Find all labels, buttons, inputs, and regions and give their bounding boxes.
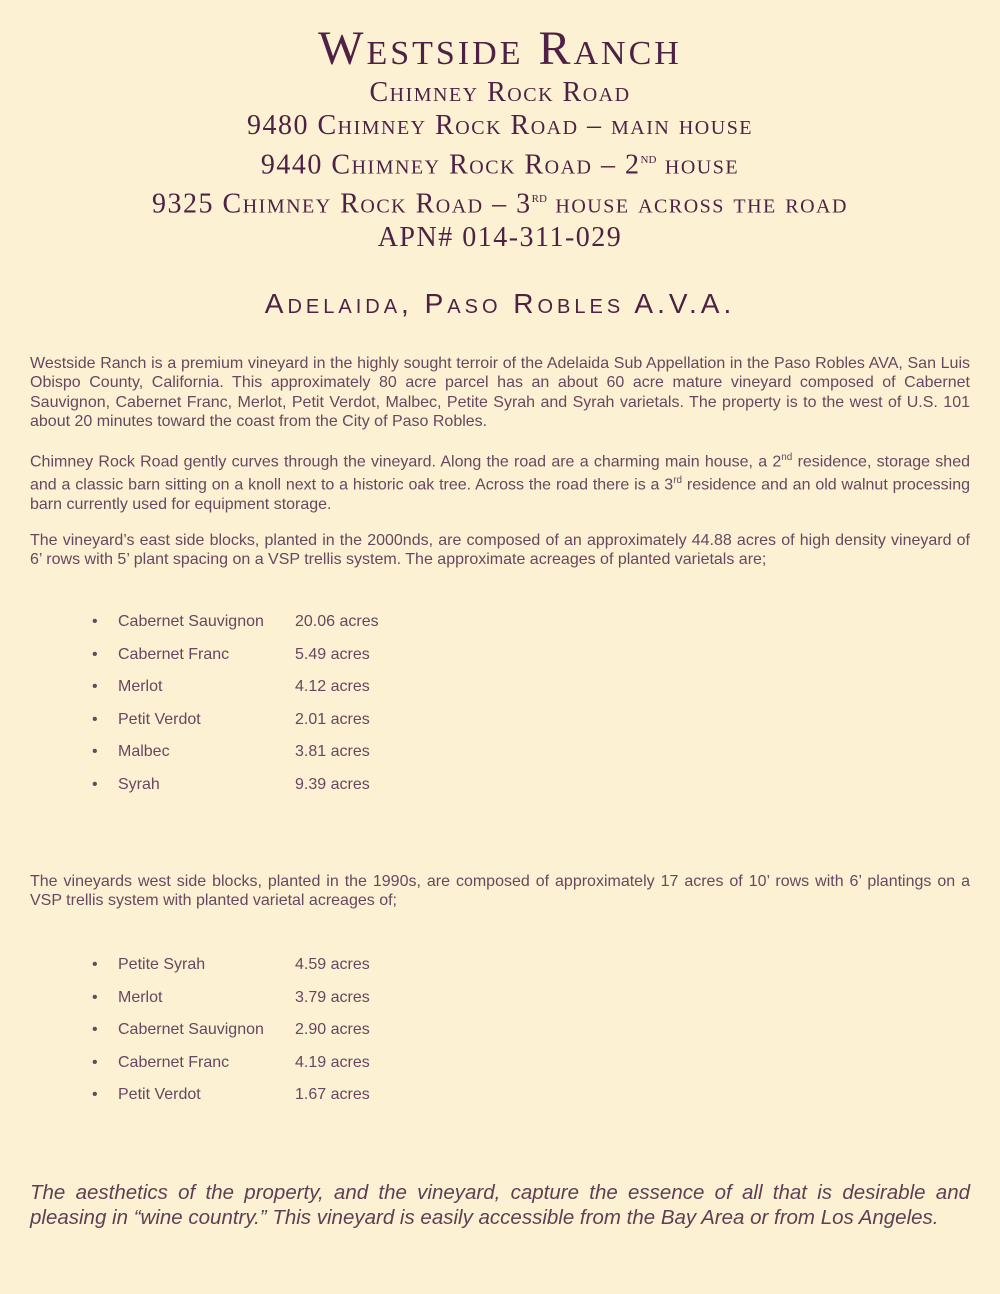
bullet-icon: •: [92, 743, 98, 761]
bullet-icon: •: [92, 613, 98, 631]
varietal-name: Cabernet Franc: [118, 1053, 230, 1071]
varietal-name: Merlot: [118, 678, 163, 696]
varietal-acres: 4.19 acres: [295, 1053, 370, 1071]
varietal-name: Cabernet Sauvignon: [118, 613, 264, 631]
closing-paragraph: The aesthetics of the property, and the vineyard, capture the essence of all that is desirable and pleasing in “wine country.” This vineyard is easily accessible from the Bay Area or from Los Angeles.: [30, 1181, 970, 1230]
bullet-icon: •: [92, 645, 98, 663]
varietal-acres: 2.90 acres: [295, 1021, 370, 1039]
west-blocks-paragraph: The vineyards west side blocks, planted in the 1990s, are composed of approximately 17 acres of 10’ rows with 6’ plantings on a VSP trellis system with planted varietal acreages of;: [30, 872, 970, 910]
varietal-acres: 5.49 acres: [295, 645, 370, 663]
acreage-row: [92, 606, 970, 639]
east-acreage-list: [30, 606, 970, 801]
acreage-row: [92, 1079, 970, 1112]
bullet-icon: •: [92, 1086, 98, 1104]
road-name-line: Chimney Rock Road: [369, 77, 631, 108]
varietal-name: Merlot: [118, 988, 163, 1006]
acreage-row: [92, 981, 970, 1014]
acreage-row: [92, 768, 970, 801]
bullet-icon: •: [92, 988, 98, 1006]
document-header: [30, 22, 970, 321]
acreage-row: [92, 736, 970, 769]
varietal-acres: 3.79 acres: [295, 988, 370, 1006]
varietal-acres: 2.01 acres: [295, 710, 370, 728]
bullet-icon: •: [92, 956, 98, 974]
varietal-acres: 20.06 acres: [295, 613, 379, 631]
acreage-row: [92, 949, 970, 982]
acreage-row: [92, 671, 970, 704]
document-body: [30, 354, 970, 1231]
varietal-name: Petite Syrah: [118, 956, 206, 974]
address-line-main-house: 9480 Chimney Rock Road – main house: [246, 110, 754, 141]
varietal-acres: 1.67 acres: [295, 1086, 370, 1104]
varietal-name: Syrah: [118, 775, 160, 793]
varietal-name: Cabernet Sauvignon: [118, 1021, 264, 1039]
west-acreage-list: [30, 949, 970, 1112]
acreage-row: [92, 1014, 970, 1047]
bullet-icon: •: [92, 1053, 98, 1071]
bullet-icon: •: [92, 678, 98, 696]
acreage-row: [92, 638, 970, 671]
page-title: Westside Ranch: [318, 22, 682, 75]
road-description-paragraph: Chimney Rock Road gently curves through the vineyard. Along the road are a charming main house, a 2nd residence, storage shed and a classic barn sitting on a knoll next to a historic oak tree. Across the road there is a 3rd residence and an old walnut processing barn currently used for equipment storage.: [30, 451, 971, 514]
ava-heading: Adelaida, Paso Robles A.V.A.: [264, 287, 736, 319]
intro-paragraph: Westside Ranch is a premium vineyard in the highly sought terroir of the Adelaida Sub Appellation in the Paso Robles AVA, San Luis Obispo County, California. This approximately 80 acre parcel has an about 60 acre mature vineyard composed of Cabernet Sauvignon, Cabernet Franc, Merlot, Petit Verdot, Malbec, Petite Syrah and Syrah varietals. The property is to the west of U.S. 101 about 20 minutes toward the coast from the City of Paso Robles.: [30, 354, 970, 431]
address-line-second-house: 9440 Chimney Rock Road – 2nd house: [260, 149, 740, 181]
bullet-icon: •: [92, 775, 98, 793]
bullet-icon: •: [92, 710, 98, 728]
bullet-icon: •: [92, 1021, 98, 1039]
varietal-acres: 9.39 acres: [295, 775, 370, 793]
varietal-name: Cabernet Franc: [118, 645, 230, 663]
varietal-name: Petit Verdot: [118, 1086, 201, 1104]
varietal-acres: 3.81 acres: [295, 743, 370, 761]
varietal-name: Petit Verdot: [118, 710, 201, 728]
acreage-row: [92, 1046, 970, 1079]
varietal-name: Malbec: [118, 743, 170, 761]
varietal-acres: 4.12 acres: [295, 678, 370, 696]
address-line-third-house: 9325 Chimney Rock Road – 3rd house across the road: [152, 188, 848, 220]
apn-line: APN# 014-311-029: [377, 221, 623, 253]
varietal-acres: 4.59 acres: [295, 956, 370, 974]
east-blocks-paragraph: The vineyard’s east side blocks, planted in the 2000nds, are composed of an approximately 44.88 acres of high density vineyard of 6’ rows with 5’ plant spacing on a VSP trellis system. The approximate acreages of planted varietals are;: [30, 531, 970, 569]
acreage-row: [92, 703, 970, 736]
